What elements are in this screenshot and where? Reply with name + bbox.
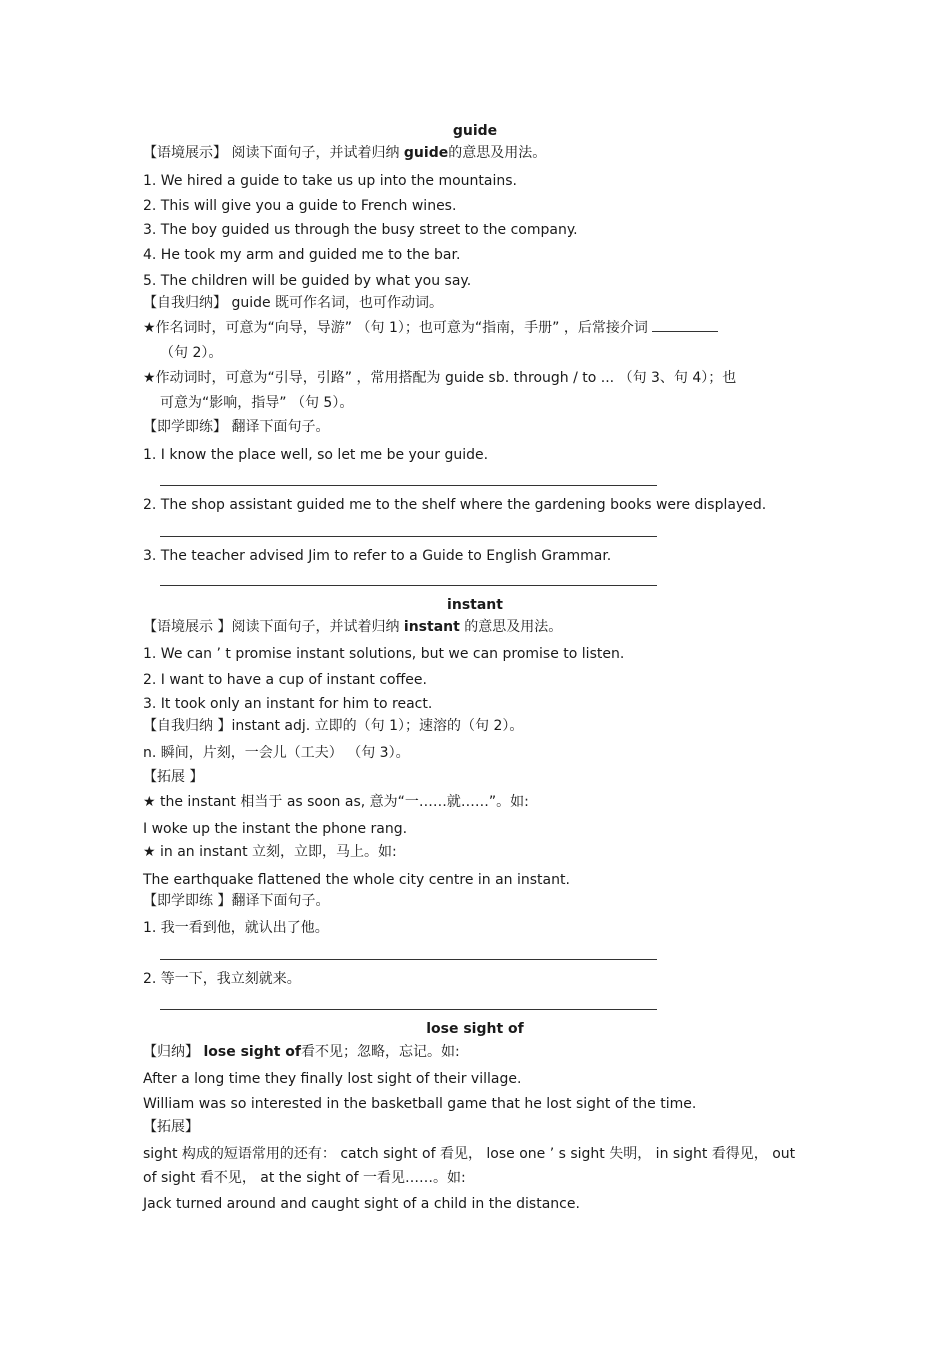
- instant-summary-2: n. 瞬间，片刻，一会儿（工夫） （句 3）。: [143, 745, 410, 761]
- lose-sight-summary: 【归纳】 lose sight of看不见；忽略，忘记。如:: [143, 1044, 460, 1060]
- guide-example-2: 2. This will give you a guide to French wines.: [143, 198, 457, 214]
- lose-sight-example-1: After a long time they finally lost sight of their village.: [143, 1071, 522, 1087]
- guide-verb-usage: ★作动词时，可意为“引导，引路” ，常用搭配为 guide sb. through / to ... （句 3、句 4）；也: [143, 370, 737, 386]
- guide-section-title: guide: [452, 123, 498, 139]
- guide-practice-2: 2. The shop assistant guided me to the shelf where the gardening books were displayed.: [143, 497, 767, 513]
- lose-sight-phrases-cont: of sight 看不见， at the sight of 一看见……。如:: [143, 1170, 466, 1186]
- lose-sight-phrases: sight 构成的短语常用的还有： catch sight of 看见， lose one ’ s sight 失明， in sight 看得见， out: [143, 1146, 796, 1162]
- guide-example-5: 5. The children will be guided by what you say.: [143, 273, 472, 289]
- answer-line[interactable]: [160, 1009, 657, 1010]
- answer-line[interactable]: [160, 485, 657, 486]
- answer-line[interactable]: [160, 536, 657, 537]
- guide-practice-3: 3. The teacher advised Jim to refer to a Guide to English Grammar.: [143, 548, 612, 564]
- answer-line[interactable]: [160, 585, 657, 586]
- instant-context-heading: 【语境展示 】阅读下面句子，并试着归纳 instant 的意思及用法。: [143, 619, 563, 635]
- guide-verb-usage-cont: 可意为“影响，指导” （句 5）。: [160, 395, 354, 411]
- guide-practice-1: 1. I know the place well, so let me be your guide.: [143, 447, 489, 463]
- guide-noun-usage: ★作名词时，可意为“向导，导游” （句 1）；也可意为“指南，手册” ，后常接介词: [143, 319, 718, 337]
- instant-example-2: 2. I want to have a cup of instant coffee.: [143, 672, 427, 688]
- instant-practice-heading: 【即学即练 】翻译下面句子。: [143, 893, 330, 909]
- instant-star-2: ★ in an instant 立刻，立即，马上。如:: [143, 844, 397, 860]
- instant-example-1: 1. We can ’ t promise instant solutions, but we can promise to listen.: [143, 646, 625, 662]
- instant-section-title: instant: [447, 597, 503, 613]
- instant-expand-heading: 【拓展 】: [143, 769, 204, 785]
- lose-sight-final-example: Jack turned around and caught sight of a child in the distance.: [143, 1196, 580, 1212]
- instant-practice-2: 2. 等一下，我立刻就来。: [143, 971, 301, 987]
- lose-sight-example-2: William was so interested in the basketball game that he lost sight of the time.: [143, 1096, 697, 1112]
- instant-practice-1: 1. 我一看到他，就认出了他。: [143, 920, 329, 936]
- instant-star-2-example: The earthquake flattened the whole city centre in an instant.: [143, 872, 570, 888]
- preposition-blank[interactable]: [652, 319, 718, 332]
- guide-example-4: 4. He took my arm and guided me to the bar.: [143, 247, 461, 263]
- instant-star-1-example: I woke up the instant the phone rang.: [143, 821, 408, 837]
- lose-sight-expand-heading: 【拓展】: [143, 1119, 199, 1135]
- guide-example-3: 3. The boy guided us through the busy street to the company.: [143, 222, 578, 238]
- answer-line[interactable]: [160, 959, 657, 960]
- instant-example-3: 3. It took only an instant for him to react.: [143, 696, 433, 712]
- guide-summary-heading: 【自我归纳】 guide 既可作名词，也可作动词。: [143, 295, 444, 311]
- guide-noun-usage-cont: （句 2）。: [160, 345, 223, 361]
- lose-sight-section-title: lose sight of: [426, 1021, 524, 1037]
- instant-star-1: ★ the instant 相当于 as soon as, 意为“一……就……”。如:: [143, 794, 529, 810]
- instant-summary-1: 【自我归纳 】instant adj. 立即的（句 1）；速溶的（句 2）。: [143, 718, 524, 734]
- guide-example-1: 1. We hired a guide to take us up into the mountains.: [143, 173, 517, 189]
- guide-practice-heading: 【即学即练】 翻译下面句子。: [143, 419, 330, 435]
- guide-context-heading: 【语境展示】 阅读下面句子，并试着归纳 guide的意思及用法。: [143, 145, 547, 161]
